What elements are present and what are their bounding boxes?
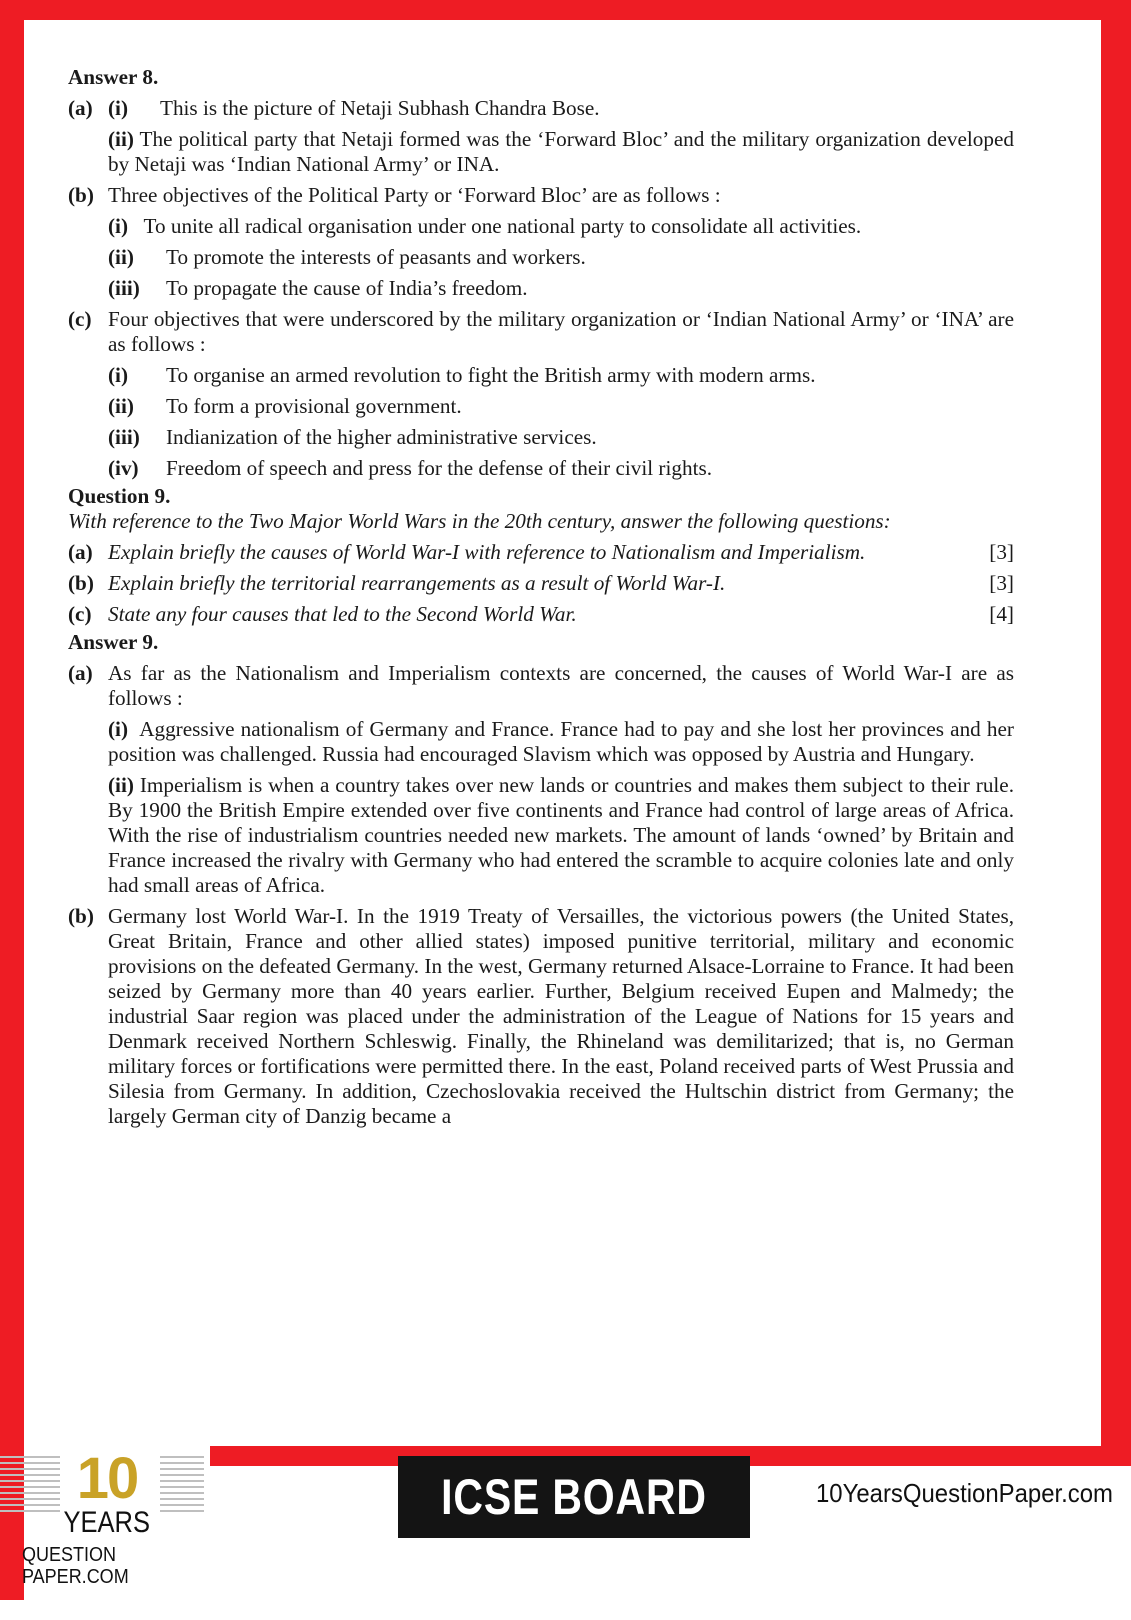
website-link[interactable]: 10YearsQuestionPaper.com <box>816 1478 1113 1508</box>
question-9-intro: With reference to the Two Major World Wars in the 20th century, answer the following questions: <box>68 509 891 533</box>
answer-8-a-ii: (ii) The political party that Netaji formed was the ‘Forward Bloc’ and the military organization developed by Netaji was ‘Indian National Army’ or INA. <box>108 127 1014 176</box>
logo-site-name: QUESTION PAPER.COM <box>22 1544 129 1588</box>
list-item: (ii) To form a provisional government. <box>108 394 462 418</box>
decorative-lines <box>0 1456 60 1516</box>
marks-badge: [3] <box>989 540 1014 564</box>
answer-8-heading: Answer 8. <box>68 65 159 89</box>
list-item: (i) To unite all radical organisation under one national party to consolidate all activities. <box>108 214 862 238</box>
board-title: ICSE BOARD X <box>441 1469 707 1607</box>
decorative-lines <box>160 1456 204 1516</box>
answer-9-a-i: (i) Aggressive nationalism of Germany and France. France had to pay and she lost her provinces and her position was challenged. Russia had encouraged Slavism which was opposed by Austria and Hungary. <box>108 717 1014 766</box>
answer-9-heading: Answer 9. <box>68 630 159 654</box>
list-item: (ii) To promote the interests of peasants and workers. <box>108 245 586 269</box>
marks-badge: [3] <box>989 571 1014 595</box>
question-9-heading: Question 9. <box>68 484 171 508</box>
list-item: (i) To organise an armed revolution to fight the British army with modern arms. <box>108 363 816 387</box>
answer-8-part-c: (c) Four objectives that were underscored by the military organization or ‘Indian National Army’ or ‘INA’ are as follows : (i) To organise an armed revolution to fight the British army with modern arms. (ii) To form a provisional government. (iii) Indianization of the higher administrative services. (iv) Freedom of speech and press for the defense of their civil rights. <box>68 307 1014 480</box>
answer-9-part-b: (b) Germany lost World War-I. In the 1919 Treaty of Versailles, the victorious powers (the United States, Great Britain, France and other allied states) imposed punitive territorial, military and economic provisions on the defeated Germany. In the west, Germany returned Alsace-Lorraine to France. It had been seized by Germany more than 40 years earlier. Further, Belgium received Eupen and Malmedy; the industrial Saar region was placed under the administration of the League of Nations for 15 years and Denmark received Northern Schleswig. Finally, the Rhineland was demilitarized; that is, no German military forces or fortifications were permitted there. In the east, Poland received parts of West Prussia and Silesia from Germany. In addition, Czechoslovakia received the Hultschin district from Germany; the largely German city of Danzig became a <box>68 904 1014 1128</box>
frame-top-border <box>0 0 1131 20</box>
answer-9-part-a: (a) As far as the Nationalism and Imperialism contexts are concerned, the causes of World War-I are as follows : (i) Aggressive nationalism of Germany and France. France had to pay and she lost her provinces and her position was challenged. Russia had encouraged Slavism which was opposed by Austria and Hungary. (ii) Imperialism is when a country takes over new lands or countries and makes them subject to their rule. By 1900 the British Empire extended over five continents and France had control of large areas of Africa. With the rise of industrialism countries needed new markets. The amount of lands ‘owned’ by Britain and France increased the rivalry with Germany who had entered the scramble to acquire colonies late and only had small areas of Africa. <box>68 661 1015 897</box>
board-title-banner <box>398 1456 750 1607</box>
list-item: (iii) Indianization of the higher administrative services. <box>108 425 597 449</box>
frame-left-border <box>0 0 24 1600</box>
frame-right-border <box>1101 0 1131 1466</box>
answer-8-part-a <box>68 96 1014 177</box>
logo-years: YEARS <box>63 1506 150 1539</box>
answer-8-a-i: (i) This is the picture of Netaji Subhash Chandra Bose. <box>108 96 600 120</box>
part-label: (a) <box>68 96 93 120</box>
answer-8-part-b: (b) Three objectives of the Political Party or ‘Forward Bloc’ are as follows : (i) To unite all radical organisation under one national party to consolidate all activities. (ii) To promote the interests of peasants and workers. (iii) To propagate the cause of India’s freedom. <box>68 183 1014 301</box>
question-9-part-c: (c) State any four causes that led to the Second World War. [4] <box>68 602 1014 626</box>
logo-number: 10 <box>76 1446 138 1511</box>
question-9-part-a: (a) Explain briefly the causes of World War-I with reference to Nationalism and Imperialism. [3] <box>68 540 1014 564</box>
document-page <box>68 62 1014 1129</box>
marks-badge: [4] <box>989 602 1014 626</box>
list-item: (iv) Freedom of speech and press for the defense of their civil rights. <box>108 456 712 480</box>
footer-banner <box>0 1446 1131 1607</box>
question-9-part-b: (b) Explain briefly the territorial rearrangements as a result of World War-I. [3] <box>68 571 1014 595</box>
answer-9-a-ii: (ii) Imperialism is when a country takes over new lands or countries and makes them subject to their rule. By 1900 the British Empire extended over five continents and France had control of large areas of Africa. With the rise of industrialism countries needed new markets. The amount of lands ‘owned’ by Britain and France increased the rivalry with Germany who had entered the scramble to acquire colonies late and only had small areas of Africa. <box>108 773 1015 897</box>
list-item: (iii) To propagate the cause of India’s freedom. <box>108 276 528 300</box>
